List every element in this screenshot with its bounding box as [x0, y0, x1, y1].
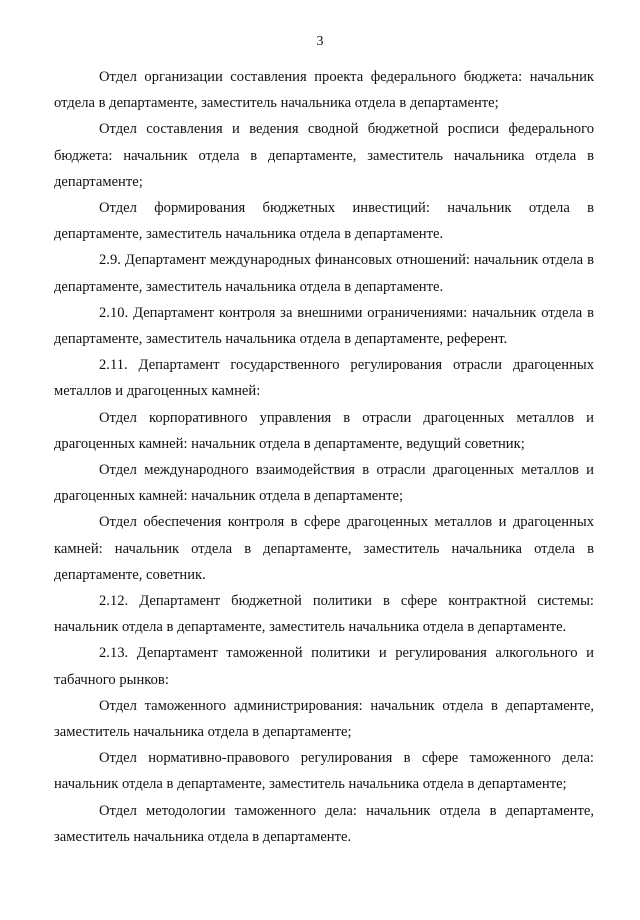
paragraph: Отдел обеспечения контроля в сфере драгоценных металлов и драгоценных камней: начальник отдела в департаменте, заместитель начальника отдела в департаменте, советник.	[54, 514, 594, 583]
paragraph: Отдел методологии таможенного дела: начальник отдела в департаменте, заместитель начальника отдела в департаменте.	[54, 802, 594, 845]
paragraph: 2.9. Департамент международных финансовых отношений: начальник отдела в департаменте, заместитель начальника отдела в департаменте.	[54, 252, 594, 295]
paragraph: Отдел организации составления проекта федерального бюджета: начальник отдела в департаменте, заместитель начальника отдела в департаменте;	[54, 69, 594, 112]
paragraph: 2.10. Департамент контроля за внешними ограничениями: начальник отдела в департаменте, заместитель начальника отдела в департаменте, референт.	[54, 304, 594, 348]
paragraph: Отдел составления и ведения сводной бюджетной росписи федерального бюджета: начальник отдела в департаменте, заместитель начальника отдела в департаменте;	[54, 121, 594, 190]
page-number: 3	[316, 34, 324, 49]
paragraph: 2.13. Департамент таможенной политики и регулирования алкогольного и табачного рынков:	[54, 645, 594, 688]
paragraph: 2.12. Департамент бюджетной политики в сфере контрактной системы: начальник отдела в департаменте, заместитель начальника отдела в департаменте.	[54, 593, 594, 636]
paragraph: Отдел таможенного администрирования: начальник отдела в департаменте, заместитель начальника отдела в департаменте;	[54, 697, 594, 741]
paragraph: Отдел международного взаимодействия в отрасли драгоценных металлов и драгоценных камней: начальник отдела в департаменте;	[54, 462, 594, 505]
document-body	[54, 64, 594, 850]
paragraph: Отдел корпоративного управления в отрасли драгоценных металлов и драгоценных камней: начальник отдела в департаменте, ведущий советник;	[54, 409, 594, 452]
paragraph: 2.11. Департамент государственного регулирования отрасли драгоценных металлов и драгоценных камней:	[54, 357, 594, 400]
paragraph: Отдел нормативно-правового регулирования в сфере таможенного дела: начальник отдела в департаменте, заместитель начальника отдела в департаменте;	[54, 750, 594, 793]
paragraph: Отдел формирования бюджетных инвестиций: начальник отдела в департаменте, заместитель начальника отдела в департаменте.	[54, 200, 594, 243]
